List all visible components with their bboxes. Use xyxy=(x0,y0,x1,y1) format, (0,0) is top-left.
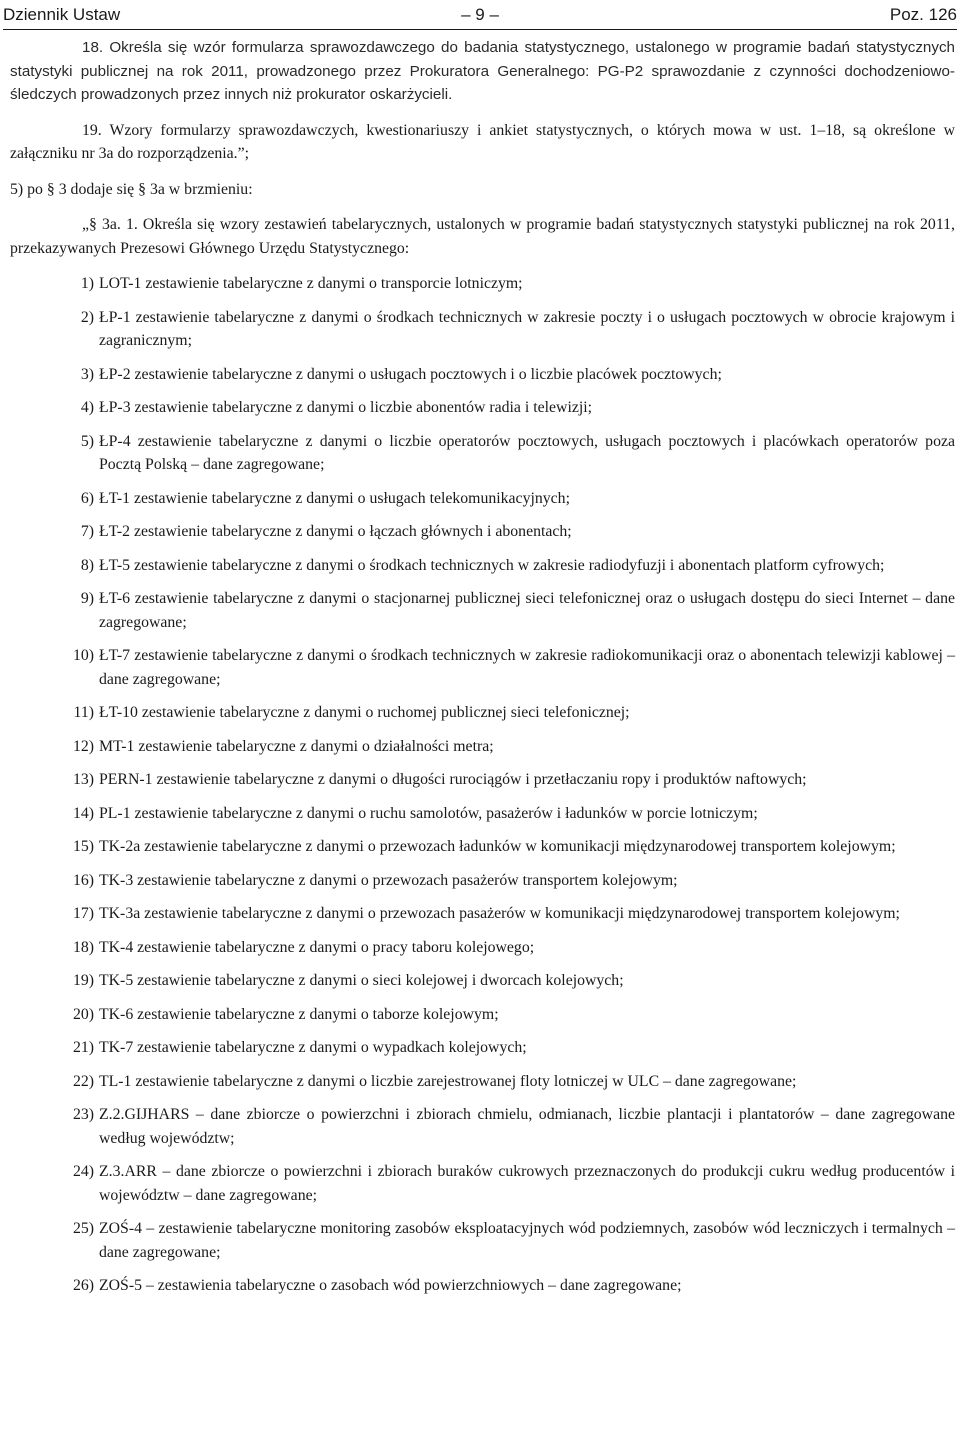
list-item xyxy=(68,969,955,993)
list-item xyxy=(68,487,955,511)
list-item-text: TK-2a zestawienie tabelaryczne z danymi o przewozach ładunków w komunikacji międzynarodowej transportem kolejowym; xyxy=(99,838,896,855)
list-item-text: TL-1 zestawienie tabelaryczne z danymi o liczbie zarejestrowanej floty lotniczej w ULC – dane zagregowane; xyxy=(99,1072,797,1090)
page-number: – 9 – xyxy=(461,5,499,24)
list-item xyxy=(68,768,955,792)
list-item-number: 9) xyxy=(80,590,94,607)
list-item-text: ŁP-2 zestawienie tabelaryczne z danymi o usługach pocztowych i o liczbie placówek pocztowych; xyxy=(99,365,722,383)
list-item-number: 8) xyxy=(80,556,94,574)
list-item-text: ŁP-3 zestawienie tabelaryczne z danymi o liczbie abonentów radia i telewizji; xyxy=(99,399,593,416)
list-item-number: 14) xyxy=(72,804,94,822)
list-item-text: ŁT-2 zestawienie tabelaryczne z danymi o łączach głównych i abonentach; xyxy=(99,523,572,540)
list-item xyxy=(68,272,955,296)
list-item-text: ŁT-10 zestawienie tabelaryczne z danymi o ruchomej publicznej sieci telefonicznej; xyxy=(99,704,630,721)
list-item xyxy=(68,644,955,691)
page-header xyxy=(3,3,957,27)
list-item xyxy=(68,936,955,960)
list-item xyxy=(68,554,955,578)
list-item xyxy=(68,520,955,544)
list-item xyxy=(68,1274,955,1298)
list-item-number: 6) xyxy=(80,489,94,507)
list-item-number: 5) xyxy=(80,432,94,450)
list-item xyxy=(68,1070,955,1094)
list-item-number: 18) xyxy=(72,938,94,956)
list-item-text: PL-1 zestawienie tabelaryczne z danymi o ruchu samolotów, pasażerów i ładunków w porcie lotniczym; xyxy=(99,804,758,822)
list-item xyxy=(68,363,955,387)
list-item-number: 25) xyxy=(72,1220,94,1237)
list-item-number: 2) xyxy=(80,308,94,326)
list-item xyxy=(68,869,955,893)
list-item-text: TK-3a zestawienie tabelaryczne z danymi o przewozach pasażerów w komunikacji międzynarodowej transportem kolejowym; xyxy=(99,905,900,922)
list-item xyxy=(68,1003,955,1027)
list-item-text: ŁT-5 zestawienie tabelaryczne z danymi o środkach technicznych w zakresie radiodyfuzji i abonentach platform cyfrowych; xyxy=(99,556,885,574)
list-item-number: 24) xyxy=(72,1163,94,1180)
list-item-number: 7) xyxy=(80,523,94,540)
list-item-text: PERN-1 zestawienie tabelaryczne z danymi o długości rurociągów i przetłaczaniu ropy i produktów naftowych; xyxy=(99,771,807,788)
list-item xyxy=(68,735,955,759)
list-item-number: 19) xyxy=(72,972,94,989)
list-item xyxy=(68,1103,955,1150)
list-item-text: TK-4 zestawienie tabelaryczne z danymi o pracy taboru kolejowego; xyxy=(99,938,535,956)
list-item-number: 10) xyxy=(72,647,94,664)
list-item-number: 22) xyxy=(72,1072,94,1090)
list-item-text: TK-3 zestawienie tabelaryczne z danymi o przewozach pasażerów transportem kolejowym; xyxy=(99,871,678,889)
list-item-number: 3) xyxy=(80,365,94,383)
journal-title: Dziennik Ustaw xyxy=(3,5,121,24)
list-item-number: 16) xyxy=(72,871,94,889)
list-item-number: 13) xyxy=(72,771,94,788)
list-item xyxy=(68,1217,955,1264)
list-item-number: 12) xyxy=(72,737,94,755)
document-body xyxy=(10,36,955,1308)
list-item-number: 1) xyxy=(80,275,94,292)
list-item xyxy=(68,701,955,725)
list-item xyxy=(68,430,955,477)
items-list xyxy=(10,272,955,1298)
list-item-number: 17) xyxy=(72,905,94,922)
list-item-text: ZOŚ-5 – zestawienia tabelaryczne o zasobach wód powierzchniowych – dane zagregowane; xyxy=(99,1277,682,1294)
list-item xyxy=(68,835,955,859)
list-item-text: Z.2.GIJHARS – dane zbiorcze o powierzchni i zbiorach chmielu, odmianach, liczbie plantacji i plantatorów – dane zagregowane według województw; xyxy=(99,1106,955,1147)
list-item xyxy=(68,802,955,826)
list-item-number: 21) xyxy=(72,1039,94,1056)
position-number: Poz. 126 xyxy=(889,5,957,24)
paragraph-18: 18. Określa się wzór formularza sprawozdawczego do badania statystycznego, ustalonego w programie badań statystycznych statystyki publicznej na rok 2011, prowadzonego przez Prokuratora Generalnego: PG-P2 sprawozdanie z czynności dochodzeniowo-śledczych prowadzonych przez innych niż prokurator oskarżycieli. xyxy=(10,39,955,103)
list-item-number: 4) xyxy=(80,399,94,416)
paragraph-3a: „§ 3a. 1. Określa się wzory zestawień tabelarycznych, ustalonych w programie badań statystycznych statystyki publicznej na rok 2011, przekazywanych Prezesowi Głównego Urzędu Statystycznego: xyxy=(10,216,955,257)
list-item-text: ŁP-1 zestawienie tabelaryczne z danymi o środkach technicznych w zakresie poczty i o usługach pocztowych w obrocie krajowym i zagranicznym; xyxy=(99,308,955,349)
list-item-text: ZOŚ-4 – zestawienie tabelaryczne monitoring zasobów eksploatacyjnych wód podziemnych, zasobów wód leczniczych i termalnych – dane zagregowane; xyxy=(99,1220,955,1261)
list-item xyxy=(68,1160,955,1207)
header-rule xyxy=(3,29,957,30)
list-item-number: 15) xyxy=(72,838,94,855)
list-item-number: 11) xyxy=(73,704,94,721)
list-item xyxy=(68,1036,955,1060)
list-item-number: 20) xyxy=(72,1005,94,1023)
list-item-text: Z.3.ARR – dane zbiorcze o powierzchni i zbiorach buraków cukrowych przeznaczonych do produkcji cukru według producentów i województw – dane zagregowane; xyxy=(99,1163,955,1204)
list-item-number: 26) xyxy=(72,1277,94,1294)
list-item xyxy=(68,396,955,420)
list-item-text: MT-1 zestawienie tabelaryczne z danymi o działalności metra; xyxy=(99,737,494,755)
list-item-text: ŁT-6 zestawienie tabelaryczne z danymi o stacjonarnej publicznej sieci telefonicznej oraz o usługach dostępu do sieci Internet – dane zagregowane; xyxy=(99,590,955,631)
point-5: 5) po § 3 dodaje się § 3a w brzmieniu: xyxy=(10,180,253,198)
list-item-text: ŁT-1 zestawienie tabelaryczne z danymi o usługach telekomunikacyjnych; xyxy=(99,489,570,507)
list-item-text: TK-6 zestawienie tabelaryczne z danymi o taborze kolejowym; xyxy=(99,1005,499,1023)
list-item-number: 23) xyxy=(72,1106,94,1123)
list-item xyxy=(68,306,955,353)
list-item-text: LOT-1 zestawienie tabelaryczne z danymi o transporcie lotniczym; xyxy=(99,275,523,292)
paragraph-19: 19. Wzory formularzy sprawozdawczych, kwestionariuszy i ankiet statystycznych, o których mowa w ust. 1–18, są określone w załączniku nr 3a do rozporządzenia.”; xyxy=(10,121,955,162)
list-item xyxy=(68,587,955,634)
list-item-text: TK-7 zestawienie tabelaryczne z danymi o wypadkach kolejowych; xyxy=(99,1039,527,1056)
list-item-text: TK-5 zestawienie tabelaryczne z danymi o sieci kolejowej i dworcach kolejowych; xyxy=(99,972,624,989)
list-item xyxy=(68,902,955,926)
list-item-text: ŁP-4 zestawienie tabelaryczne z danymi o liczbie operatorów pocztowych, usługach pocztowych i placówkach operatorów poza Pocztą Polską – dane zagregowane; xyxy=(99,432,955,473)
list-item-text: ŁT-7 zestawienie tabelaryczne z danymi o środkach technicznych w zakresie radiokomunikacji oraz o abonentach telewizji kablowej – dane zagregowane; xyxy=(99,647,955,688)
